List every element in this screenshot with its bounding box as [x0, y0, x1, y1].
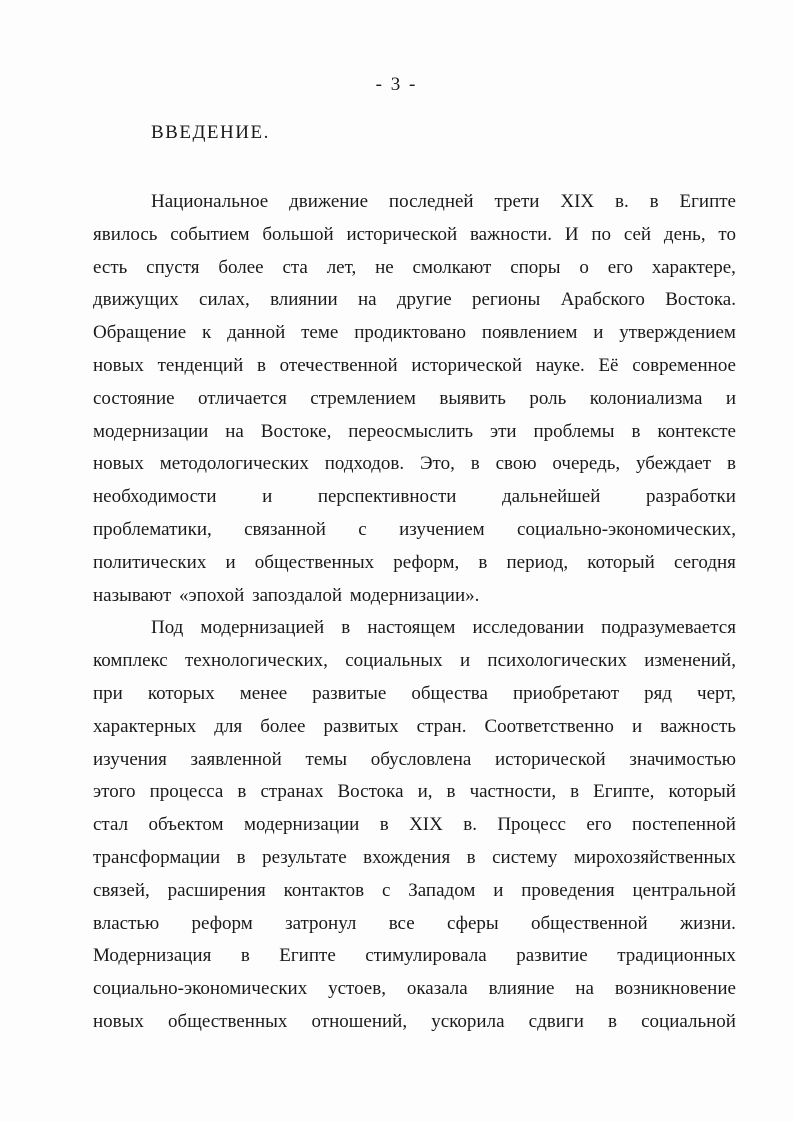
text-line: состояние отличается стремлением выявить роль колониализма и	[93, 387, 736, 409]
text-line: необходимости и перспективности дальнейшей разработки	[93, 486, 736, 508]
text-line: социально-экономических устоев, оказала влияние на возникновение	[93, 978, 736, 1000]
section-heading: ВВЕДЕНИЕ.	[151, 122, 270, 143]
text-line: Обращение к данной теме продиктовано появлением и утверждением	[93, 322, 736, 344]
text-line: при которых менее развитые общества приобретают ряд черт,	[93, 682, 736, 704]
paragraph	[93, 612, 736, 1038]
text-line: этого процесса в странах Востока и, в частности, в Египте, который	[93, 781, 736, 803]
text-line: проблематики, связанной с изучением социально-экономических,	[93, 518, 736, 540]
text-line: новых тенденций в отечественной исторической науке. Её современное	[93, 354, 736, 376]
paragraph	[93, 186, 736, 612]
text-line: Национальное движение последней трети XIX в. в Египте	[151, 191, 736, 212]
text-line: называют «эпохой запоздалой модернизации».	[93, 584, 480, 606]
text-line: изучения заявленной темы обусловлена исторической значимостью	[93, 748, 736, 770]
text-line: характерных для более развитых стран. Соответственно и важность	[93, 715, 736, 737]
page-number: - 3 -	[375, 74, 418, 95]
text-line: трансформации в результате вхождения в систему мирохозяйственных	[93, 846, 736, 868]
text-line: есть спустя более ста лет, не смолкают споры о его характере,	[93, 256, 736, 278]
text-line: новых общественных отношений, ускорила сдвиги в социальной	[93, 1010, 736, 1032]
text-line: Модернизация в Египте стимулировала развитие традиционных	[93, 945, 736, 967]
text-line: Под модернизацией в настоящем исследовании подразумевается	[151, 617, 736, 639]
text-line: модернизации на Востоке, переосмыслить эти проблемы в контексте	[93, 420, 736, 442]
text-line: политических и общественных реформ, в период, который сегодня	[93, 551, 736, 573]
text-line: явилось событием большой исторической важности. И по сей день, то	[93, 223, 736, 245]
text-line: властью реформ затронул все сферы общественной жизни.	[93, 912, 736, 934]
text-line: комплекс технологических, социальных и психологических изменений,	[93, 650, 736, 672]
text-line: движущих силах, влиянии на другие регионы Арабского Востока.	[93, 289, 736, 311]
text-line: новых методологических подходов. Это, в свою очередь, убеждает в	[93, 453, 736, 475]
text-line: связей, расширения контактов с Западом и проведения центральной	[93, 879, 736, 901]
document-body	[93, 186, 736, 1039]
text-line: стал объектом модернизации в XIX в. Процесс его постепенной	[93, 814, 736, 836]
